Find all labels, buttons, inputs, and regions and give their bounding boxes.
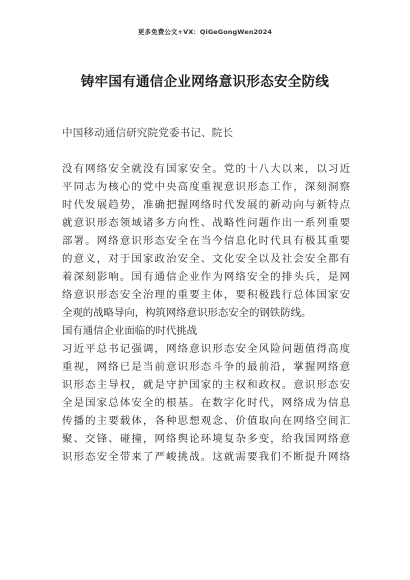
body-line: 络意识形态安全治理的重要主体，要积极践行总体国家安 xyxy=(62,289,350,301)
body-line: 就意识形态领域诸多方向性、战略性问题作出一系列重要 xyxy=(62,217,350,229)
body-text xyxy=(62,160,350,466)
body-line: 全观的战略导向，构筑网络意识形态安全的钢铁防线。 xyxy=(62,307,312,319)
body-line: 习近平总书记强调，网络意识形态安全风险问题值得高度 xyxy=(62,343,350,355)
body-line: 时代发展趋势，准确把握网络时代发展的新动向与新特点 xyxy=(62,199,350,211)
body-line: 着深刻影响。国有通信企业作为网络安全的排头兵，是网 xyxy=(62,271,350,283)
body-line: 平同志为核心的党中央高度重视意识形态工作，深刻洞察 xyxy=(62,181,350,193)
body-line: 聚、交锋、碰撞，网络舆论环境复杂多变，给我国网络意 xyxy=(62,433,350,445)
body-line: 没有网络安全就没有国家安全。党的十八大以来，以习近 xyxy=(62,163,350,175)
body-line: 部署。网络意识形态安全在当今信息化时代具有极其重要 xyxy=(62,235,350,247)
document-title: 铸牢国有通信企业网络意识形态安全防线 xyxy=(80,74,330,90)
body-line: 识形态主导权，就是守护国家的主权和政权。意识形态安 xyxy=(62,379,350,391)
body-line: 的意义，对于国家政治安全、文化安全以及社会安全都有 xyxy=(62,253,350,265)
author-byline: 中国移动通信研究院党委书记、院长 xyxy=(62,127,234,139)
header-note: 更多免费公文+VX：QiGeGongWen2024 xyxy=(137,28,273,36)
body-line: 传播的主要载体，各种思想观念、价值取向在网络空间汇 xyxy=(62,415,350,427)
body-line: 全是国家总体安全的根基。在数字化时代，网络成为信息 xyxy=(62,397,350,409)
body-line: 识形态安全带来了严峻挑战。这就需要我们不断提升网络 xyxy=(62,451,350,463)
body-line: 重视，网络已是当前意识形态斗争的最前沿，掌握网络意 xyxy=(62,361,350,373)
section-heading: 国有通信企业面临的时代挑战 xyxy=(62,325,198,337)
